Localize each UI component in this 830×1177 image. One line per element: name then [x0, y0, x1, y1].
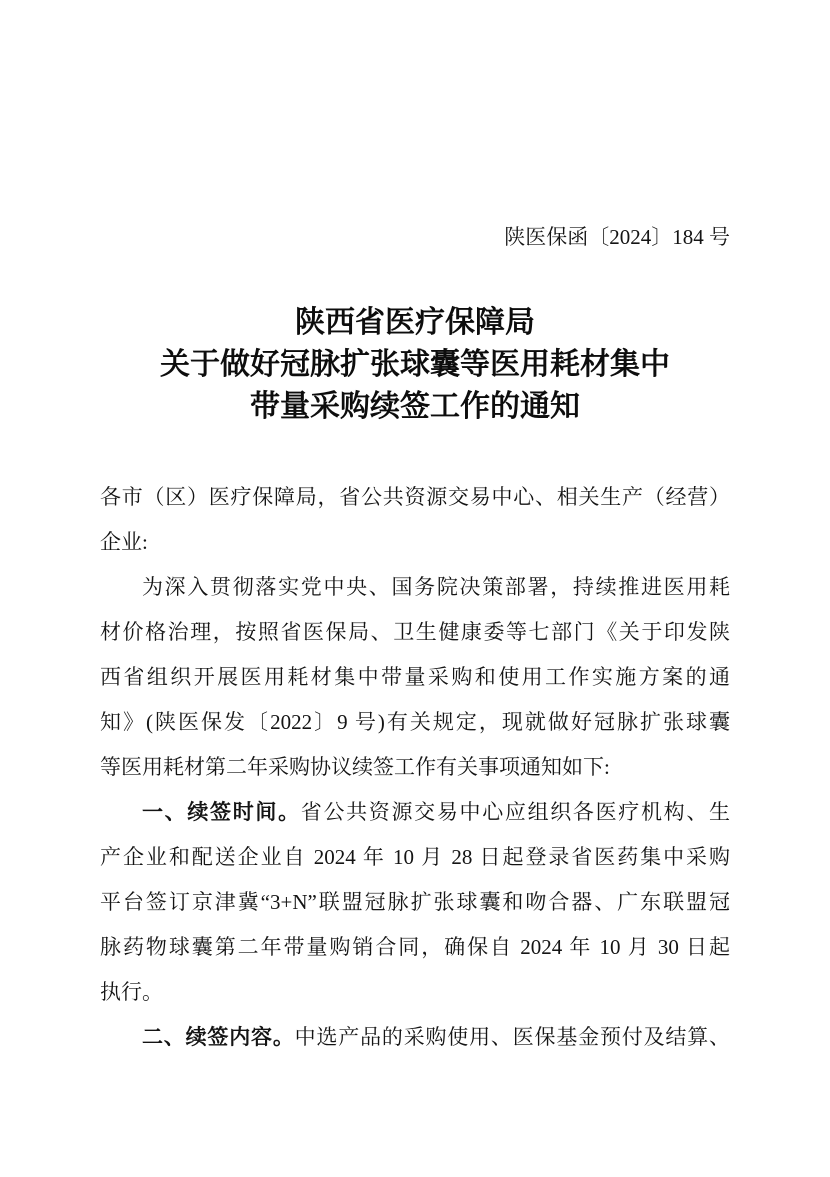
body-text: 脉药物球囊第二年带量购销合同，确保自 2024 年 10 月 30 日起: [100, 935, 730, 959]
salutation-line: [100, 475, 730, 520]
salutation-line: [100, 520, 730, 565]
body-line: [100, 610, 730, 655]
body-text: 西省组织开展医用耗材集中带量采购和使用工作实施方案的通: [100, 665, 730, 689]
body-line: [100, 970, 730, 1015]
document-title: [100, 302, 730, 428]
body-line: [100, 700, 730, 745]
body-text: 材价格治理，按照省医保局、卫生健康委等七部门《关于印发陕: [100, 620, 730, 644]
body-line: [100, 790, 730, 835]
body-text: 各市（区）医疗保障局，省公共资源交易中心、相关生产（经营）: [100, 485, 730, 509]
body-text: 执行。: [100, 980, 163, 1004]
section-heading-2: 二、续签内容。: [142, 1026, 295, 1049]
body-text: 中选产品的采购使用、医保基金预付及结算、: [294, 1025, 730, 1049]
body-text: 省公共资源交易中心应组织各医疗机构、生: [300, 800, 730, 824]
document-content: [0, 221, 830, 1060]
body-text: 等医用耗材第二年采购协议续签工作有关事项通知如下:: [100, 755, 610, 779]
body-text: 知》(陕医保发〔2022〕9 号)有关规定，现就做好冠脉扩张球囊: [100, 710, 730, 734]
document-body: [100, 475, 730, 1060]
body-text: 企业:: [100, 530, 148, 554]
doc-number: 陕医保函〔2024〕184 号: [504, 225, 730, 249]
body-line: [100, 925, 730, 970]
body-text: 为深入贯彻落实党中央、国务院决策部署，持续推进医用耗: [142, 575, 730, 599]
title-line-2: 关于做好冠脉扩张球囊等医用耗材集中: [160, 348, 670, 381]
body-line: [100, 655, 730, 700]
body-text: 产企业和配送企业自 2024 年 10 月 28 日起登录省医药集中采购: [100, 845, 730, 869]
title-line-1: 陕西省医疗保障局: [295, 306, 535, 339]
body-line: [100, 745, 730, 790]
body-line: [100, 835, 730, 880]
body-line: [100, 565, 730, 610]
body-line: [100, 880, 730, 925]
section-heading-1: 一、续签时间。: [142, 801, 301, 824]
body-line: [100, 1015, 730, 1060]
body-text: 平台签订京津冀“3+N”联盟冠脉扩张球囊和吻合器、广东联盟冠: [100, 890, 730, 914]
title-line-3: 带量采购续签工作的通知: [250, 390, 580, 423]
